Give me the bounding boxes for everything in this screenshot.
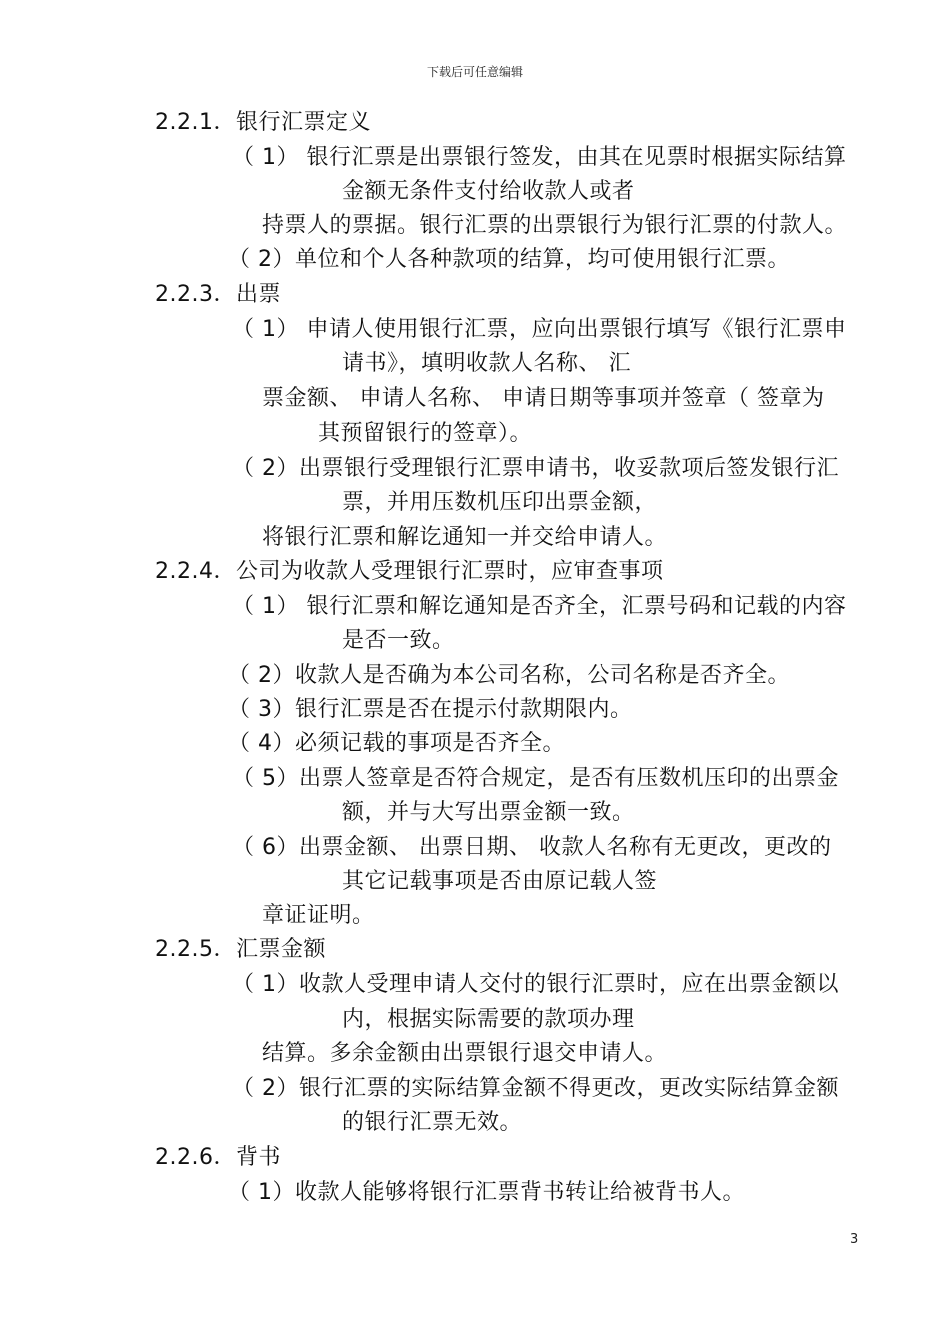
- paragraph-line: 金额无条件支付给收款人或者: [342, 179, 635, 204]
- paragraph-line: （ 2）单位和个人各种款项的结算，均可使用银行汇票。: [228, 247, 790, 272]
- paragraph-line: 章证证明。: [262, 903, 375, 928]
- paragraph-line: 将银行汇票和解讫通知一并交给申请人。: [262, 525, 668, 550]
- paragraph-line: （ 3）银行汇票是否在提示付款期限内。: [228, 697, 633, 722]
- page-number: 3: [850, 1232, 859, 1247]
- paragraph-line: （ 2）收款人是否确为本公司名称，公司名称是否齐全。: [228, 663, 790, 688]
- paragraph-line: 其预留银行的签章）。: [318, 421, 533, 446]
- paragraph-line: 额，并与大写出票金额一致。: [342, 800, 635, 825]
- paragraph-line: （ 1）收款人受理申请人交付的银行汇票时，应在出票金额以: [232, 972, 839, 997]
- paragraph-line: （ 1） 银行汇票是出票银行签发，由其在见票时根据实际结算: [232, 145, 847, 170]
- section-heading-2-2-3: 2.2.3．出票: [155, 282, 281, 307]
- paragraph-line: （ 6）出票金额、 出票日期、 收款人名称有无更改，更改的: [232, 835, 832, 860]
- section-heading-2-2-4: 2.2.4．公司为收款人受理银行汇票时，应审查事项: [155, 559, 664, 584]
- paragraph-line: （ 5）出票人签章是否符合规定，是否有压数机压印的出票金: [232, 766, 839, 791]
- paragraph-line: 票，并用压数机压印出票金额，: [342, 490, 658, 515]
- paragraph-line: 请书》，填明收款人名称、 汇: [342, 351, 631, 376]
- paragraph-line: 持票人的票据。银行汇票的出票银行为银行汇票的付款人。: [262, 213, 848, 238]
- paragraph-line: 的银行汇票无效。: [342, 1110, 523, 1135]
- paragraph-line: 内，根据实际需要的款项办理: [342, 1007, 635, 1032]
- paragraph-line: （ 1） 申请人使用银行汇票，应向出票银行填写《银行汇票申: [232, 317, 847, 342]
- paragraph-line: （ 2）银行汇票的实际结算金额不得更改，更改实际结算金额: [232, 1076, 839, 1101]
- paragraph-line: 其它记载事项是否由原记载人签: [342, 869, 658, 894]
- paragraph-line: 结算。多余金额由出票银行退交申请人。: [262, 1041, 668, 1066]
- page-header: 下载后可任意编辑: [426, 65, 523, 79]
- paragraph-line: （ 2）出票银行受理银行汇票申请书，收妥款项后签发银行汇: [232, 456, 839, 481]
- section-heading-2-2-6: 2.2.6．背书: [155, 1145, 281, 1170]
- section-heading-2-2-5: 2.2.5．汇票金额: [155, 937, 326, 962]
- paragraph-line: （ 1）收款人能够将银行汇票背书转让给被背书人。: [228, 1180, 745, 1205]
- paragraph-line: 是否一致。: [342, 628, 455, 653]
- paragraph-line: （ 4）必须记载的事项是否齐全。: [228, 731, 565, 756]
- paragraph-line: 票金额、 申请人名称、 申请日期等事项并签章（ 签章为: [262, 386, 825, 411]
- section-heading-2-2-1: 2.2.1．银行汇票定义: [155, 110, 371, 135]
- paragraph-line: （ 1） 银行汇票和解讫通知是否齐全，汇票号码和记载的内容: [232, 594, 847, 619]
